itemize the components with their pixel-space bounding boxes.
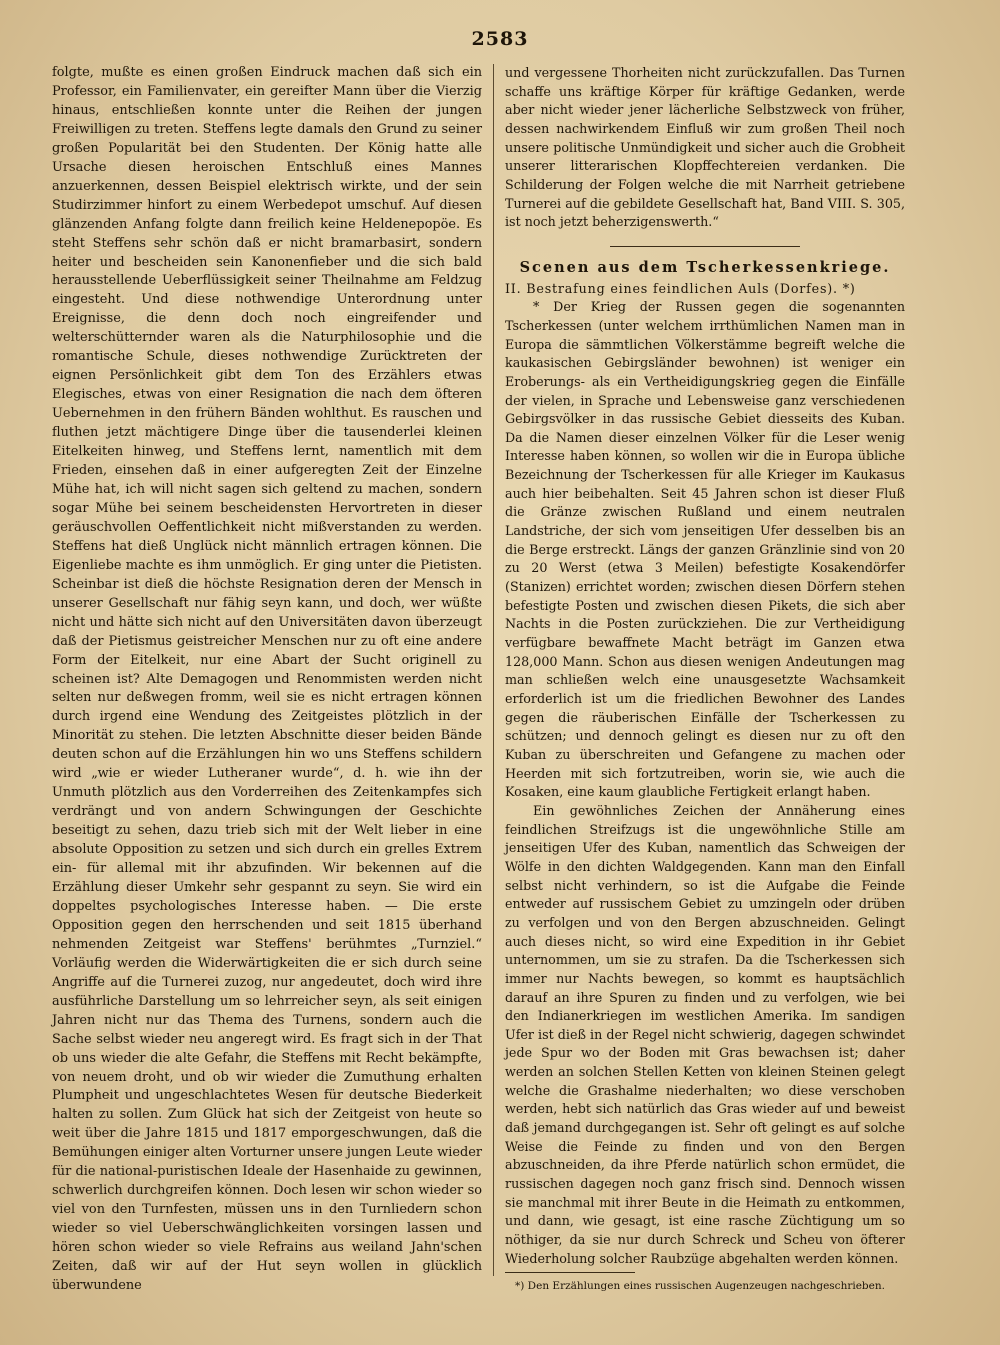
section-separator — [610, 246, 800, 247]
right-column — [505, 64, 905, 1293]
footnote-rule — [505, 1272, 635, 1273]
page-number: 2583 — [471, 28, 529, 50]
article-paragraph: * Der Krieg der Russen gegen die sogenannten Tscherkessen (unter welchem irrthümlichen Namen man in Europa die sämmtlichen Völkerstämme begreift welche die kaukasischen Gebirgsländer bewohnen) ist weniger ein Eroberungs- als ein Vertheidigungskrieg gegen die Einfälle der vielen, in Sprache und Lebensweise ganz verschiedenen Gebirgsvölker in das russische Gebiet diesseits des Kuban. Da die Namen dieser einzelnen Völker für die Leser wenig Interesse haben können, so wollen wir die in Europa übliche Bezeichnung der Tscherkessen für alle Krieger im Kaukasus auch hier beibehalten. Seit 45 Jahren schon ist dieser Fluß die Gränze zwischen Rußland und einem neutralen Landstriche, der sich vom jenseitigen Ufer desselben bis an die Berge erstreckt. Längs der ganzen Gränzlinie sind von 20 zu 20 Werst (etwa 3 Meilen) befestigte Kosakendörfer (Stanizen) errichtet worden; zwischen diesen Dörfern stehen befestigte Posten und zwischen diesen Pikets, die sich aber Nachts in die Posten zurückziehen. Die zur Vertheidigung verfügbare bewaffnete Macht beträgt im Ganzen etwa 128,000 Mann. Schon aus diesen wenigen Andeutungen mag man schließen welch eine unausgesetzte Wachsamkeit erforderlich ist um die friedlichen Bewohner des Landes gegen die räuberischen Einfälle der Tscherkessen zu schützen; und dennoch gelingt es diesen nur zu oft den Kuban zu überschreiten und Gefangene zu machen oder Heerden mit sich fortzutreiben, worin sie, wie auch die Kosaken, eine kaum glaubliche Fertigkeit erlangt haben. — [505, 299, 905, 800]
article-paragraph: Ein gewöhnliches Zeichen der Annäherung eines feindlichen Streifzugs ist die ungewöhnliche Stille am jenseitigen Ufer des Kuban, namentlich das Schweigen der Wölfe in den dichten Waldgegenden. Kann man den Einfall selbst nicht verhindern, so ist die Aufgabe die Feinde entweder auf russischem Gebiet zu umzingeln oder drüben zu verfolgen und von den Bergen abzuschneiden. Gelingt auch dieses nicht, so wird eine Expedition in ihr Gebiet unternommen, um sie zu strafen. Da die Tscherkessen sich immer nur Nachts bewegen, so kommt es hauptsächlich darauf an ihre Spuren zu finden und zu verfolgen, wie bei den Indianerkriegen im westlichen Amerika. Im sandigen Ufer ist dieß in der Regel nicht schwierig, dagegen schwindet jede Spur wo der Boden mit Gras bewachsen ist; daher werden an solchen Stellen Ketten von kleinen Steinen gelegt welche die Grashalme niederhalten; wo diese verschoben werden, hebt sich natürlich das Gras wieder auf und beweist daß jemand durchgegangen ist. Sehr oft gelingt es auf solche Weise die Feinde zu finden und von den Bergen abzuschneiden, da ihre Pferde natürlich schon ermüdet, die russischen dagegen noch ganz frisch sind. Dennoch wissen sie manchmal mit ihrer Beute in die Heimath zu entkommen, und dann, wie gesagt, ist eine rasche Züchtigung um so nöthiger, da sie nur durch Schreck und Scheu von öfterer Wiederholung solcher Raubzüge abgehalten werden können. — [505, 802, 905, 1266]
article-subheading: II. Bestrafung eines feindlichen Auls (Dorfes). *) — [505, 280, 856, 296]
left-column — [52, 64, 482, 1296]
section-title: Scenen aus dem Tscherkessenkriege. — [519, 258, 891, 276]
continuation-text: und vergessene Thorheiten nicht zurückzufallen. Das Turnen schaffe uns kräftige Körper für kräftige Gedanken, werde aber nicht wieder jener lächerliche Selbstzweck von früher, dessen nachwirkendem Einfluß wir zum großen Theil noch unsere politische Unmündigkeit und sicher auch die Grobheit unserer litterarischen Klopffechtereien verdanken. Die Schilderung der Folgen welche die mit Narrheit getriebene Turnerei auf die gebildete Gesellschaft hat, Band VIII. S. 305, ist noch jetzt beherzigenswerth.“ — [505, 65, 905, 230]
footnote: *) Den Erzählungen eines russischen Augenzeugen nachgeschrieben. — [515, 1280, 885, 1293]
column-divider — [493, 64, 494, 1276]
left-column-text: folgte, mußte es einen großen Eindruck machen daß sich ein Professor, ein Familienvater, ein gereifter Mann über die Vierzig hinaus, entschließen konnte unter die Reihen der jungen Freiwilligen zu treten. Steffens legte damals den Grund zu seiner großen Popularität bei den Studenten. Der König hatte alle Ursache diesen heroischen Entschluß eines Mannes anzuerkennen, dessen Beispiel elektrisch wirkte, und der sein Studirzimmer hinfort zu einem Werbedepot umschuf. Auf diesen glänzenden Anfang folgte dann freilich keine Heldenepopöe. Es steht Steffens sehr schön daß er nicht bramarbasirt, sondern heiter und bescheiden sein Kanonenfieber und die sich bald herausstellende Ueberflüssigkeit seiner Theilnahme am Feldzug eingesteht. Und diese nothwendige Unterordnung unter Ereignisse, die denn doch noch eingreifender und welterschütternder waren als die Naturphilosophie und die romantische Schule, dieses nothwendige Zurücktreten der eignen Persönlichkeit gibt dem Ton des Erzählers etwas Elegisches, etwas von einer Resignation die nach dem öfteren Uebernehmen in den frühern Bänden wohlthut. Es rauschen und fluthen jetzt mächtigere Dinge über die tausenderlei kleinen Eitelkeiten hinweg, und Steffens lernt, namentlich mit dem Frieden, einsehen daß in einer aufgeregten Zeit der Einzelne Mühe hat, ich will nicht sagen sich geltend zu machen, sondern sogar Mühe bei seinem bescheidensten Hervortreten in dieser geräuschvollen Oeffentlichkeit nicht mißverstanden zu werden. Steffens hat dieß Unglück nicht männlich ertragen können. Die Eigenliebe machte es ihm unmöglich. Er ging unter die Pietisten. Scheinbar ist dieß die höchste Resignation deren der Mensch in unserer Gesellschaft nur fähig seyn kann, und doch, wer wüßte nicht und hätte sich nicht auf den Universitäten davon überzeugt daß der Pietismus geistreicher Menschen nur zu oft eine andere Form der Eitelkeit, nur eine Abart der Sucht originell zu scheinen ist? Alte Demagogen und Renommisten werden nicht selten nur deßwegen fromm, weil sie es nicht ertragen können durch irgend eine Wendung des Zeitgeistes plötzlich in der Minorität zu stehen. Die letzten Abschnitte dieser beiden Bände deuten schon auf die Erzählungen hin wo uns Steffens schildern wird „wie er wieder Lutheraner wurde“, d. h. wie ihn der Unmuth plötzlich aus den Vorderreihen des Zeitenkampfes sich verdrängt und von andern Schwingungen der Geschichte beseitigt zu sehen, dazu trieb sich mit der Welt lieber in eine absolute Opposition zu setzen und sich durch ein grelles Extrem ein- für allemal mit ihr abzufinden. Wir bekennen auf die Erzählung dieser Umkehr sehr gespannt zu seyn. Sie wird ein doppeltes psychologisches Interesse haben. — Die erste Opposition gegen den herrschenden und seit 1815 überhand nehmenden Zeitgeist war Steffens' berühmtes „Turnziel.“ Vorläufig werden die Widerwärtigkeiten die er sich durch seine Angriffe auf die Turnerei zuzog, nur angedeutet, doch wird ihre ausführliche Darstellung um so lehrreicher seyn, als seit einigen Jahren nicht nur das Thema des Turnens, sondern auch die Sache selbst wieder neu angeregt wird. Es fragt sich in der That ob uns wieder die alte Gefahr, die Steffens mit Recht bekämpfte, von neuem droht, und ob wir wieder die Zumuthung erhalten Plumpheit und ungeschlachtetes Wesen für deutsche Biederkeit halten zu sollen. Zum Glück hat sich der Zeitgeist von heute so weit über die Jahre 1815 und 1817 emporgeschwungen, daß die Bemühungen einiger alten Vorturner unsere jungen Leute wieder für die national-puristischen Ideale der Hasenhaide zu gewinnen, schwerlich durchgreifen können. Doch lesen wir schon wieder so viel von den Turnfesten, müssen uns in den Turnliedern schon wieder so viel Ueberschwänglichkeiten vorsingen lassen und hören schon wieder so viele Refrains aus weiland Jahn'schen Zeiten, daß wir auf der Hut seyn wollen in glücklich überwundene — [52, 65, 482, 1293]
